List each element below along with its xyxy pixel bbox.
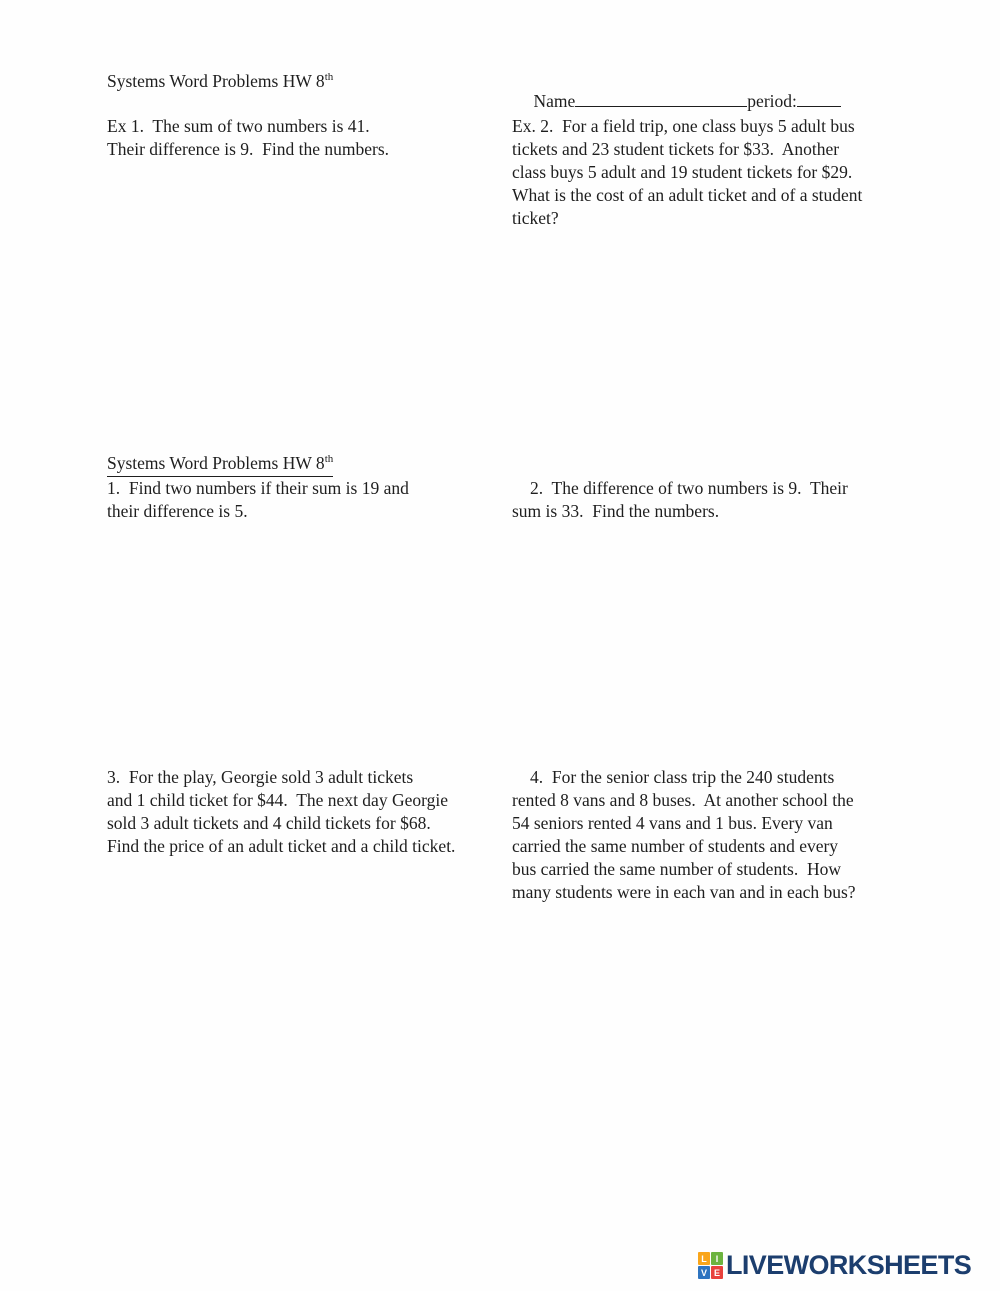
period-blank-line: [797, 91, 841, 107]
problem-1-line: their difference is 5.: [107, 501, 248, 521]
logo-square-i: I: [711, 1252, 723, 1265]
homework-title-superscript: th: [324, 453, 334, 466]
problem-4-line: rented 8 vans and 8 buses. At another school the: [512, 790, 854, 810]
problem-4-line: carried the same number of students and every: [512, 836, 839, 856]
example-2-line: tickets and 23 student tickets for $33. Another: [512, 139, 840, 159]
example-1-line: Their difference is 9. Find the numbers.: [107, 139, 390, 159]
problem-3-line: and 1 child ticket for $44. The next day Georgie: [107, 790, 448, 810]
homework-title-text: Systems Word Problems HW 8: [107, 453, 325, 473]
problem-3-line: sold 3 adult tickets and 4 child tickets for $68.: [107, 813, 431, 833]
page-title: [107, 70, 333, 92]
problem-2-line: sum is 33. Find the numbers.: [512, 501, 720, 521]
problem-4-line: 54 seniors rented 4 vans and 1 bus. Every van: [512, 813, 833, 833]
problem-4: [512, 766, 962, 904]
logo-square-e: E: [711, 1266, 723, 1279]
problem-1: [107, 477, 537, 523]
problem-3-line: 3. For the play, Georgie sold 3 adult tickets: [107, 767, 414, 787]
problem-4-line: 4. For the senior class trip the 240 students: [530, 767, 835, 787]
example-2-line: class buys 5 adult and 19 student tickets for $29.: [512, 162, 853, 182]
problem-3: [107, 766, 547, 858]
problem-2-line: 2. The difference of two numbers is 9. Their: [530, 478, 848, 498]
liveworksheets-logo-icon: [698, 1252, 723, 1279]
problem-1-line: 1. Find two numbers if their sum is 19 and: [107, 478, 409, 498]
homework-section-title: [107, 452, 333, 477]
problem-4-line: many students were in each van and in each bus?: [512, 882, 856, 902]
example-2-line: Ex. 2. For a field trip, one class buys 5 adult bus: [512, 116, 855, 136]
logo-square-v: V: [698, 1266, 710, 1279]
name-label: Name: [533, 91, 576, 111]
liveworksheets-wordmark: LIVEWORKSHEETS: [726, 1250, 972, 1280]
problem-2: [512, 477, 952, 523]
example-1: [107, 115, 527, 161]
period-label: period:: [747, 91, 797, 111]
problem-4-line: bus carried the same number of students. How: [512, 859, 842, 879]
page-title-text: Systems Word Problems HW 8: [107, 71, 325, 91]
logo-square-l: L: [698, 1252, 710, 1265]
page-title-superscript: th: [324, 71, 334, 84]
example-2: [512, 115, 952, 230]
name-blank-line: [575, 91, 747, 107]
example-2-line: ticket?: [512, 208, 559, 228]
liveworksheets-logo[interactable]: [698, 1250, 971, 1281]
problem-3-line: Find the price of an adult ticket and a child ticket.: [107, 836, 456, 856]
example-2-line: What is the cost of an adult ticket and of a student: [512, 185, 863, 205]
example-1-line: Ex 1. The sum of two numbers is 41.: [107, 116, 370, 136]
